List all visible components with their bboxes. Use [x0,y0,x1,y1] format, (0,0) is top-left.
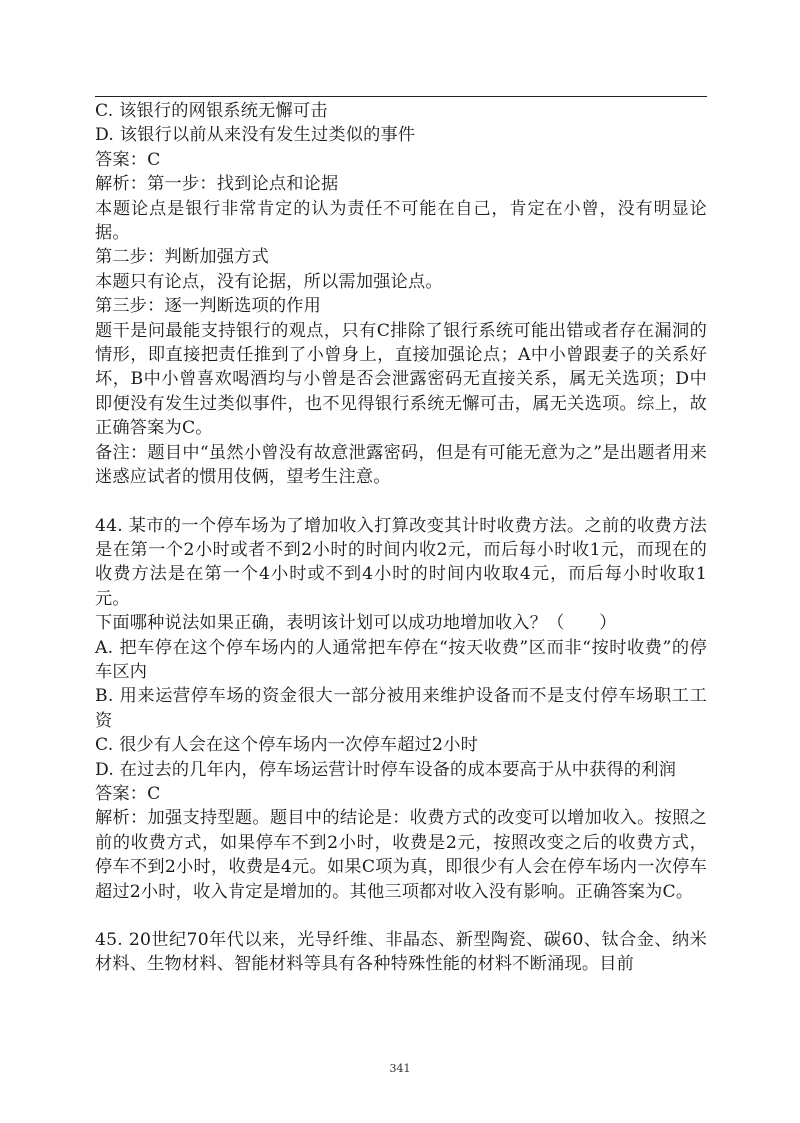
q44-analysis: 解析：加强支持型题。题目中的结论是：收费方式的改变可以增加收入。按照之前的收费方式，如果停车不到2小时，收费是2元，按照改变之后的收费方式，停车不到2小时，收费是4元。如果C项为真，即很少有人会在停车场内一次停车超过2小时，收入肯定是增加的。其他三项都对收入没有影响。正确答案为C。 [95,808,707,902]
q43-note: 备注：题目中“虽然小曾没有故意泄露密码，但是有可能无意为之”是出题者用来迷惑应试者的惯用伎俩，望考生注意。 [95,442,707,488]
page-number: 341 [389,1062,411,1075]
q43-step3-heading: 第三步：逐一判断选项的作用 [95,296,322,317]
q43-step2-heading: 第二步：判断加强方式 [95,247,269,268]
q43-analysis-step1: 解析：第一步：找到论点和论据 [95,174,339,195]
q43-step2-text: 本题只有论点，没有论据，所以需加强论点。 [95,271,443,292]
page-content [95,99,707,977]
q44-answer: 答案：C [95,783,161,804]
q44-option-c: C. 很少有人会在这个停车场内一次停车超过2小时 [95,735,478,756]
q45-stem: 45. 20世纪70年代以来，光导纤维、非晶态、新型陶瓷、碳60、钛合金、纳米材料、生物材料、智能材料等具有各种特殊性能的材料不断涌现。目前 [95,930,707,975]
q44-option-d: D. 在过去的几年内，停车场运营计时停车设备的成本要高于从中获得的利润 [95,759,677,780]
q43-step3-text: 题干是问最能支持银行的观点，只有C排除了银行系统可能出错或者存在漏洞的情形，即直接把责任推到了小曾身上，直接加强论点；A中小曾跟妻子的关系好坏，B中小曾喜欢喝酒均与小曾是否会泄露密码无直接关系，属无关选项；D中即便没有发生过类似事件，也不见得银行系统无懈可击，属无关选项。综上，故正确答案为C。 [95,320,707,439]
q44-option-b: B. 用来运营停车场的资金很大一部分被用来维护设备而不是支付停车场职工工资 [95,686,707,731]
section-gap [95,904,707,928]
q44-option-a: A. 把车停在这个停车场内的人通常把车停在“按天收费”区而非“按时收费”的停车区内 [95,637,707,682]
q43-answer: 答案：C [95,149,161,170]
header-rule [95,96,707,97]
section-gap [95,490,707,514]
q43-analysis-paragraph: 本题论点是银行非常肯定的认为责任不可能在自己，肯定在小曾，没有明显论据。 [95,198,707,244]
q43-option-c: C. 该银行的网银系统无懈可击 [95,101,328,121]
q44-question: 下面哪种说法如果正确，表明该计划可以成功地增加收入？（ ） [95,613,617,634]
q44-stem: 44. 某市的一个停车场为了增加收入打算改变其计时收费方法。之前的收费方法是在第一个2小时或者不到2小时的时间内收2元，而后每小时收1元，而现在的收费方法是在第一个4小时或不到4小时的时间内收取4元，而后每小时收取1元。 [95,515,707,609]
q43-option-d: D. 该银行以前从来没有发生过类似的事件 [95,125,416,146]
